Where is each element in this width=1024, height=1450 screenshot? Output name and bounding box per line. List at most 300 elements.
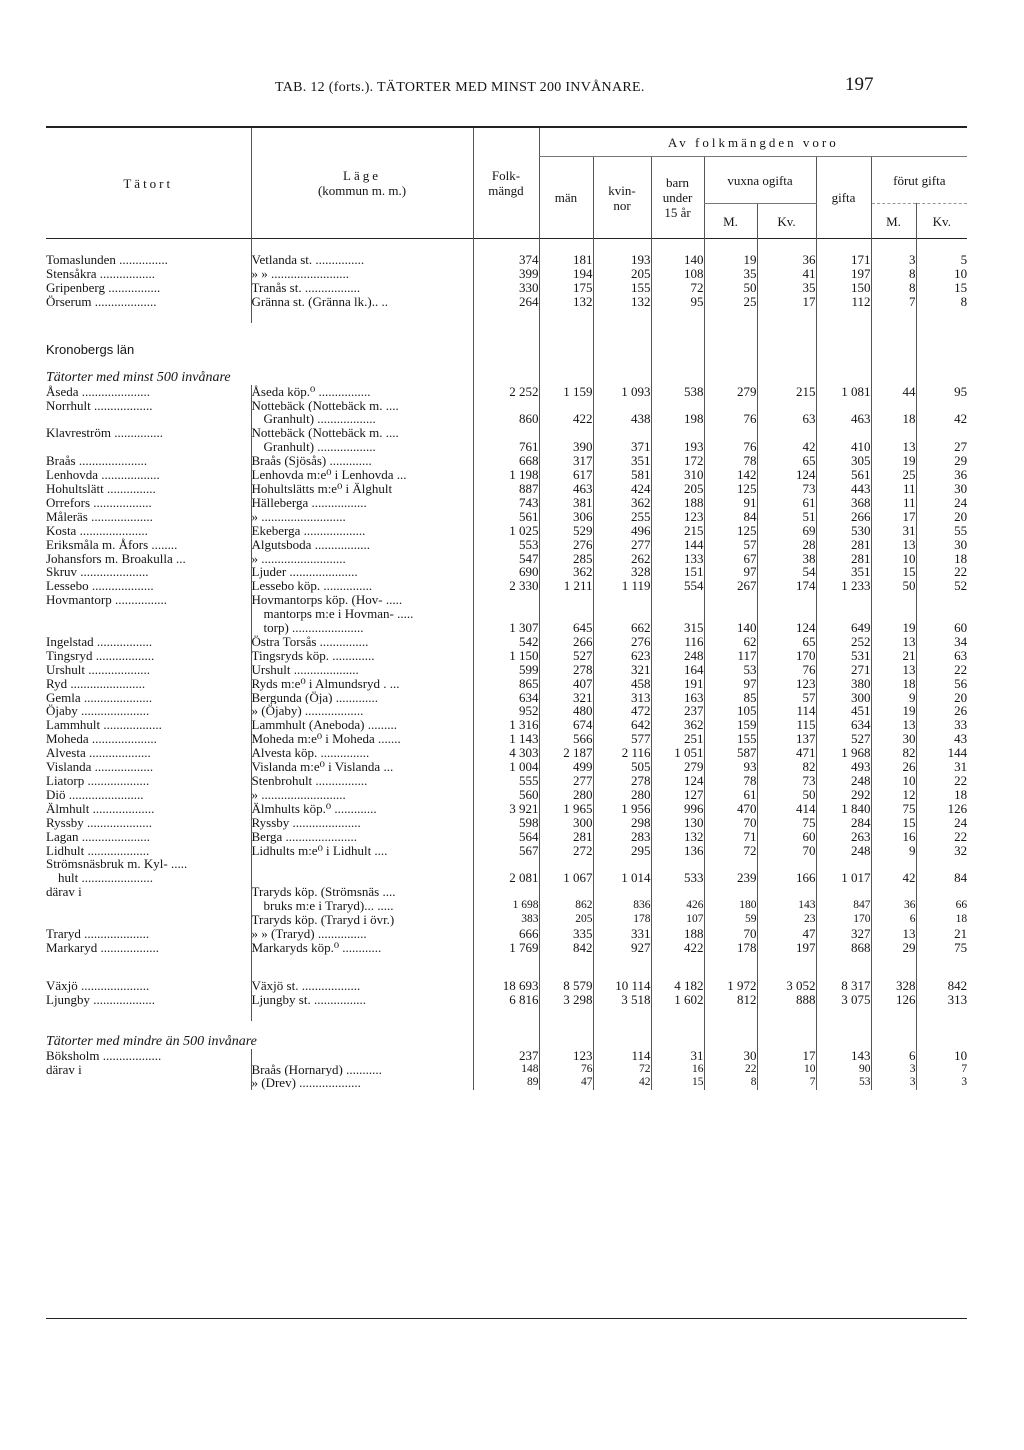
row-value: 19 bbox=[704, 253, 757, 267]
row-value: 426 bbox=[651, 899, 704, 913]
row-tatort: Moheda .................... bbox=[46, 732, 157, 747]
row-value: 75 bbox=[871, 802, 916, 816]
row-tatort: Växjö ..................... bbox=[46, 978, 150, 993]
row-value: 198 bbox=[651, 412, 704, 426]
row-tatort: Kosta ..................... bbox=[46, 523, 148, 538]
row-value: 279 bbox=[651, 760, 704, 774]
row-value: 114 bbox=[757, 704, 816, 718]
row-value bbox=[593, 885, 651, 899]
row-value: 72 bbox=[593, 1063, 651, 1077]
row-value: 29 bbox=[916, 454, 967, 468]
row-value: 276 bbox=[539, 538, 593, 552]
row-value: 634 bbox=[473, 691, 539, 705]
row-value: 67 bbox=[704, 552, 757, 566]
subsection-heading-2-label: Tätorter med mindre än 500 invånare bbox=[46, 1033, 257, 1049]
row-value bbox=[757, 857, 816, 871]
row-lage: Gränna st. (Gränna lk.).. .. bbox=[251, 295, 473, 309]
row-value bbox=[916, 593, 967, 607]
row-value: 188 bbox=[651, 927, 704, 941]
row-value: 50 bbox=[704, 281, 757, 295]
row-value: 252 bbox=[816, 635, 871, 649]
row-value: 561 bbox=[473, 510, 539, 524]
row-tatort: hult ...................... bbox=[58, 871, 153, 886]
row-value: 868 bbox=[816, 941, 871, 955]
row-lage: » .......................... bbox=[251, 552, 473, 566]
row-tatort: Johansfors m. Broakulla ... bbox=[46, 551, 186, 566]
row-value: 3 921 bbox=[473, 802, 539, 816]
table-row bbox=[46, 913, 967, 927]
row-value: 10 bbox=[871, 774, 916, 788]
row-lage: » » (Traryd) ............... bbox=[251, 927, 473, 941]
row-value bbox=[593, 857, 651, 871]
row-value: 862 bbox=[539, 899, 593, 913]
row-lage: Alvesta köp. ............... bbox=[251, 746, 473, 760]
row-value: 42 bbox=[757, 440, 816, 454]
col-forut-kv: Kv. bbox=[916, 204, 967, 239]
row-value: 17 bbox=[757, 1049, 816, 1063]
table-row bbox=[46, 607, 967, 621]
row-tatort: Markaryd .................. bbox=[46, 940, 160, 955]
row-value: 126 bbox=[871, 993, 916, 1007]
row-tatort: Strömsnäsbruk m. Kyl- ..... bbox=[46, 857, 188, 872]
row-value: 78 bbox=[704, 774, 757, 788]
row-value: 108 bbox=[651, 267, 704, 281]
row-value: 124 bbox=[757, 621, 816, 635]
table-row bbox=[46, 649, 967, 663]
row-value: 155 bbox=[704, 732, 757, 746]
row-value: 842 bbox=[539, 941, 593, 955]
row-tatort: därav i bbox=[46, 885, 82, 900]
row-value: 197 bbox=[816, 267, 871, 281]
row-value: 16 bbox=[651, 1063, 704, 1077]
row-value: 1 119 bbox=[593, 579, 651, 593]
row-value: 327 bbox=[816, 927, 871, 941]
table-row bbox=[46, 691, 967, 705]
row-value: 2 252 bbox=[473, 385, 539, 399]
row-tatort: Norrhult .................. bbox=[46, 398, 153, 413]
row-value: 73 bbox=[757, 774, 816, 788]
row-value bbox=[916, 857, 967, 871]
table-row bbox=[46, 412, 967, 426]
row-value: 239 bbox=[704, 871, 757, 885]
row-value: 124 bbox=[651, 774, 704, 788]
row-lage: Hovmantorps köp. (Hov- ..... bbox=[251, 593, 473, 607]
row-value: 383 bbox=[473, 913, 539, 927]
row-value: 36 bbox=[757, 253, 816, 267]
row-value: 564 bbox=[473, 830, 539, 844]
row-value: 305 bbox=[816, 454, 871, 468]
row-value: 276 bbox=[593, 635, 651, 649]
row-value: 317 bbox=[539, 454, 593, 468]
row-value: 18 bbox=[916, 788, 967, 802]
row-value: 61 bbox=[704, 788, 757, 802]
row-value: 70 bbox=[704, 927, 757, 941]
table-row bbox=[46, 857, 967, 871]
row-value: 72 bbox=[704, 844, 757, 858]
row-value: 150 bbox=[816, 281, 871, 295]
row-value: 89 bbox=[473, 1076, 539, 1090]
row-value: 248 bbox=[651, 649, 704, 663]
row-value bbox=[816, 857, 871, 871]
spacer-row bbox=[46, 1007, 967, 1021]
row-value bbox=[539, 607, 593, 621]
row-value: 174 bbox=[757, 579, 816, 593]
row-tatort: Älmhult ................... bbox=[46, 801, 155, 816]
table-row bbox=[46, 454, 967, 468]
table-row bbox=[46, 593, 967, 607]
row-value: 368 bbox=[816, 496, 871, 510]
row-value: 248 bbox=[816, 774, 871, 788]
row-value: 251 bbox=[651, 732, 704, 746]
row-value: 19 bbox=[871, 454, 916, 468]
col-vuxna: vuxna ogifta bbox=[704, 157, 816, 204]
row-value: 144 bbox=[651, 538, 704, 552]
row-value bbox=[816, 593, 871, 607]
row-lage bbox=[251, 871, 473, 885]
table-body bbox=[46, 239, 967, 1091]
row-value: 65 bbox=[757, 635, 816, 649]
row-value: 1 968 bbox=[816, 746, 871, 760]
row-value: 50 bbox=[871, 579, 916, 593]
row-value: 13 bbox=[871, 635, 916, 649]
row-value: 351 bbox=[816, 565, 871, 579]
row-value: 927 bbox=[593, 941, 651, 955]
row-value: 531 bbox=[816, 649, 871, 663]
row-lage: Vislanda m:e⁰ i Vislanda ... bbox=[251, 760, 473, 774]
row-value: 5 bbox=[916, 253, 967, 267]
subsection-heading-2 bbox=[46, 1021, 967, 1049]
row-value: 30 bbox=[871, 732, 916, 746]
row-lage: Tranås st. ................. bbox=[251, 281, 473, 295]
row-lage: » (Öjaby) .................. bbox=[251, 704, 473, 718]
table-row bbox=[46, 281, 967, 295]
row-value: 7 bbox=[916, 1063, 967, 1077]
row-value: 136 bbox=[651, 844, 704, 858]
row-value: 278 bbox=[539, 663, 593, 677]
row-value: 451 bbox=[816, 704, 871, 718]
row-value: 82 bbox=[757, 760, 816, 774]
row-lage: Granhult) .................. bbox=[251, 412, 473, 426]
row-value: 13 bbox=[871, 538, 916, 552]
row-value: 148 bbox=[473, 1063, 539, 1077]
row-value: 41 bbox=[757, 267, 816, 281]
row-value: 266 bbox=[539, 635, 593, 649]
row-tatort: Tingsryd .................. bbox=[46, 648, 155, 663]
row-value: 8 bbox=[704, 1076, 757, 1090]
row-value: 53 bbox=[704, 663, 757, 677]
row-value: 313 bbox=[593, 691, 651, 705]
col-lage-label: Läge bbox=[343, 168, 381, 183]
table-row bbox=[46, 871, 967, 885]
row-value: 295 bbox=[593, 844, 651, 858]
row-value: 3 bbox=[916, 1076, 967, 1090]
row-value: 280 bbox=[593, 788, 651, 802]
row-value: 328 bbox=[593, 565, 651, 579]
row-value: 25 bbox=[704, 295, 757, 309]
row-value: 407 bbox=[539, 677, 593, 691]
row-value: 13 bbox=[871, 440, 916, 454]
row-lage: mantorps m:e i Hovman- ..... bbox=[251, 607, 473, 621]
row-value: 410 bbox=[816, 440, 871, 454]
row-lage: Traryds köp. (Strömsnäs .... bbox=[251, 885, 473, 899]
row-value: 123 bbox=[539, 1049, 593, 1063]
row-value: 51 bbox=[757, 510, 816, 524]
row-value: 24 bbox=[916, 496, 967, 510]
row-value: 65 bbox=[757, 454, 816, 468]
row-value: 7 bbox=[757, 1076, 816, 1090]
row-value: 642 bbox=[593, 718, 651, 732]
row-value: 112 bbox=[816, 295, 871, 309]
row-value: 159 bbox=[704, 718, 757, 732]
row-value: 280 bbox=[539, 788, 593, 802]
row-tatort: Lammhult .................. bbox=[46, 718, 162, 733]
row-value: 56 bbox=[916, 677, 967, 691]
row-value: 860 bbox=[473, 412, 539, 426]
row-value: 362 bbox=[539, 565, 593, 579]
row-value: 178 bbox=[593, 913, 651, 927]
row-value: 1 965 bbox=[539, 802, 593, 816]
row-value: 292 bbox=[816, 788, 871, 802]
row-value: 22 bbox=[916, 830, 967, 844]
row-lage: Ryssby ..................... bbox=[251, 816, 473, 830]
row-value: 137 bbox=[757, 732, 816, 746]
row-value: 1 198 bbox=[473, 468, 539, 482]
row-value: 3 075 bbox=[816, 993, 871, 1007]
row-value: 38 bbox=[757, 552, 816, 566]
row-value: 71 bbox=[704, 830, 757, 844]
row-value: 76 bbox=[704, 412, 757, 426]
row-value: 31 bbox=[871, 524, 916, 538]
row-value: 623 bbox=[593, 649, 651, 663]
row-tatort: Vislanda .................. bbox=[46, 760, 154, 774]
row-value bbox=[593, 426, 651, 440]
row-lage: » .......................... bbox=[251, 510, 473, 524]
row-value bbox=[539, 399, 593, 413]
row-tatort: Lidhult ................... bbox=[46, 843, 150, 858]
table-row bbox=[46, 440, 967, 454]
col-gifta: gifta bbox=[816, 157, 871, 239]
row-value: 22 bbox=[916, 663, 967, 677]
row-value: 351 bbox=[593, 454, 651, 468]
row-value: 645 bbox=[539, 621, 593, 635]
row-value: 1 211 bbox=[539, 579, 593, 593]
row-value: 371 bbox=[593, 440, 651, 454]
row-value: 1 014 bbox=[593, 871, 651, 885]
row-value: 471 bbox=[757, 746, 816, 760]
row-value bbox=[539, 593, 593, 607]
row-value bbox=[704, 426, 757, 440]
col-man: män bbox=[539, 157, 593, 239]
row-value: 55 bbox=[916, 524, 967, 538]
table-row bbox=[46, 579, 967, 593]
row-value: 50 bbox=[757, 788, 816, 802]
row-value: 267 bbox=[704, 579, 757, 593]
row-value bbox=[473, 426, 539, 440]
row-value bbox=[704, 885, 757, 899]
row-value: 306 bbox=[539, 510, 593, 524]
row-value: 1 233 bbox=[816, 579, 871, 593]
row-value: 463 bbox=[816, 412, 871, 426]
row-value: 381 bbox=[539, 496, 593, 510]
row-value: 27 bbox=[916, 440, 967, 454]
row-value: 132 bbox=[593, 295, 651, 309]
col-barn-1: barn bbox=[665, 175, 690, 190]
spacer-row bbox=[46, 955, 967, 979]
row-lage: Ljungby st. ................ bbox=[251, 993, 473, 1007]
row-value: 172 bbox=[651, 454, 704, 468]
row-value: 123 bbox=[757, 677, 816, 691]
row-value: 9 bbox=[871, 691, 916, 705]
row-tatort: Lessebo ................... bbox=[46, 579, 154, 594]
row-value: 170 bbox=[816, 913, 871, 927]
row-lage: Bergunda (Öja) ............. bbox=[251, 691, 473, 705]
row-value: 555 bbox=[473, 774, 539, 788]
row-value: 553 bbox=[473, 538, 539, 552]
row-value: 36 bbox=[916, 468, 967, 482]
row-lage: torp) ...................... bbox=[251, 621, 473, 635]
row-value: 527 bbox=[539, 649, 593, 663]
col-vuxna-kv: Kv. bbox=[757, 204, 816, 239]
row-value: 315 bbox=[651, 621, 704, 635]
table-row bbox=[46, 253, 967, 267]
row-value: 33 bbox=[916, 718, 967, 732]
row-value: 666 bbox=[473, 927, 539, 941]
row-value: 577 bbox=[593, 732, 651, 746]
row-tatort bbox=[46, 1076, 251, 1090]
row-value: 36 bbox=[871, 899, 916, 913]
row-value: 8 bbox=[916, 295, 967, 309]
col-group-label: Av folkmängden voro bbox=[539, 127, 967, 157]
row-tatort: Ryd ....................... bbox=[46, 676, 146, 691]
row-value: 44 bbox=[871, 385, 916, 399]
subsection-heading-label: Tätorter med minst 500 invånare bbox=[46, 369, 231, 385]
row-value: 205 bbox=[539, 913, 593, 927]
table-row bbox=[46, 538, 967, 552]
row-value: 472 bbox=[593, 704, 651, 718]
row-tatort: Stensåkra ................. bbox=[46, 266, 156, 281]
row-value: 15 bbox=[871, 816, 916, 830]
row-value: 32 bbox=[916, 844, 967, 858]
row-value: 75 bbox=[916, 941, 967, 955]
row-value: 743 bbox=[473, 496, 539, 510]
row-value: 463 bbox=[539, 482, 593, 496]
table-row bbox=[46, 927, 967, 941]
row-value: 2 187 bbox=[539, 746, 593, 760]
table-row bbox=[46, 830, 967, 844]
row-value: 530 bbox=[816, 524, 871, 538]
row-tatort: Lagan ..................... bbox=[46, 829, 150, 844]
row-value: 30 bbox=[704, 1049, 757, 1063]
row-value bbox=[757, 399, 816, 413]
section-heading-label: Kronobergs län bbox=[46, 341, 135, 357]
row-value: 53 bbox=[816, 1076, 871, 1090]
row-value: 499 bbox=[539, 760, 593, 774]
row-value: 30 bbox=[916, 482, 967, 496]
row-value: 142 bbox=[704, 468, 757, 482]
row-value: 82 bbox=[871, 746, 916, 760]
row-value: 554 bbox=[651, 579, 704, 593]
row-value: 15 bbox=[871, 565, 916, 579]
table-row bbox=[46, 510, 967, 524]
row-value bbox=[539, 857, 593, 871]
row-value bbox=[593, 399, 651, 413]
row-value: 143 bbox=[757, 899, 816, 913]
table-row bbox=[46, 496, 967, 510]
row-value: 116 bbox=[651, 635, 704, 649]
table-row bbox=[46, 802, 967, 816]
row-value: 17 bbox=[757, 295, 816, 309]
row-value: 60 bbox=[757, 830, 816, 844]
row-value: 1 081 bbox=[816, 385, 871, 399]
row-value: 26 bbox=[871, 760, 916, 774]
row-value: 8 317 bbox=[816, 979, 871, 993]
bottom-rule bbox=[46, 1318, 967, 1319]
row-value: 97 bbox=[704, 677, 757, 691]
row-value: 90 bbox=[816, 1063, 871, 1077]
row-value: 277 bbox=[593, 538, 651, 552]
col-vuxna-m: M. bbox=[704, 204, 757, 239]
row-value: 191 bbox=[651, 677, 704, 691]
row-lage: Vetlanda st. ............... bbox=[251, 253, 473, 267]
row-value: 761 bbox=[473, 440, 539, 454]
row-tatort: Böksholm .................. bbox=[46, 1048, 162, 1063]
row-value: 19 bbox=[871, 704, 916, 718]
row-lage: Östra Torsås ............... bbox=[251, 635, 473, 649]
row-value: 66 bbox=[916, 899, 967, 913]
row-value: 43 bbox=[916, 732, 967, 746]
row-value: 278 bbox=[593, 774, 651, 788]
col-kvin-1: kvin- bbox=[608, 182, 636, 198]
row-value: 283 bbox=[593, 830, 651, 844]
table-row bbox=[46, 941, 967, 955]
row-value: 144 bbox=[916, 746, 967, 760]
row-value: 996 bbox=[651, 802, 704, 816]
row-value: 132 bbox=[651, 830, 704, 844]
row-lage: Granhult) .................. bbox=[251, 440, 473, 454]
row-tatort bbox=[46, 412, 251, 426]
row-value: 1 017 bbox=[816, 871, 871, 885]
row-value: 107 bbox=[651, 913, 704, 927]
row-value: 78 bbox=[704, 454, 757, 468]
section-heading bbox=[46, 323, 967, 357]
row-value: 151 bbox=[651, 565, 704, 579]
row-value: 1 956 bbox=[593, 802, 651, 816]
row-value: 123 bbox=[651, 510, 704, 524]
table-row bbox=[46, 482, 967, 496]
row-value: 3 298 bbox=[539, 993, 593, 1007]
row-value: 76 bbox=[704, 440, 757, 454]
table-row bbox=[46, 663, 967, 677]
row-lage: Lammhult (Aneboda) ......... bbox=[251, 718, 473, 732]
table-row bbox=[46, 774, 967, 788]
row-value: 97 bbox=[704, 565, 757, 579]
row-value bbox=[757, 885, 816, 899]
spacer-row bbox=[46, 239, 967, 254]
row-value: 3 bbox=[871, 1076, 916, 1090]
row-value: 22 bbox=[704, 1063, 757, 1077]
row-value: 18 bbox=[916, 913, 967, 927]
col-barn bbox=[651, 157, 704, 239]
row-lage: Stenbrohult ................ bbox=[251, 774, 473, 788]
row-value bbox=[916, 399, 967, 413]
row-value: 587 bbox=[704, 746, 757, 760]
row-value: 25 bbox=[871, 468, 916, 482]
row-tatort: Ingelstad ................. bbox=[46, 634, 153, 649]
row-value: 542 bbox=[473, 635, 539, 649]
row-value: 443 bbox=[816, 482, 871, 496]
row-value: 166 bbox=[757, 871, 816, 885]
row-value bbox=[704, 857, 757, 871]
